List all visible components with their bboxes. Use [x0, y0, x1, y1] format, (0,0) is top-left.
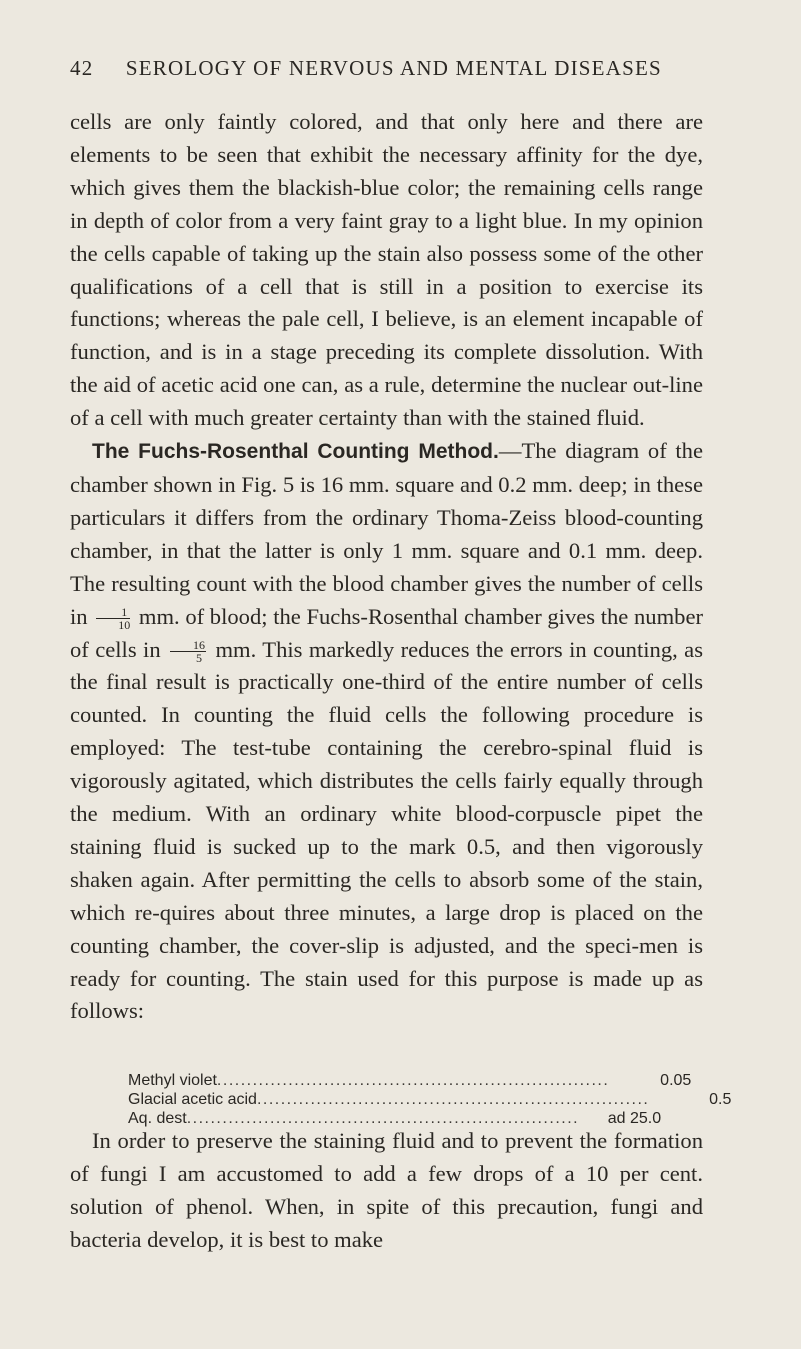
ingredient-name: Aq. dest	[128, 1110, 187, 1127]
fraction-denominator: 10	[118, 617, 131, 632]
fraction-numerator: 1	[96, 606, 130, 619]
paragraph-2-text-c: mm. This markedly reduces the errors in counting, as the final result is practically one-third of the entire number of cells counted. In counting the fluid cells the following procedure is employed: The test-tube containing the cerebro-spinal fluid is vigorously agitated, which distributes the cells fairly equally through the medium. With an ordinary white blood-corpuscle pipet the staining fluid is sucked up to the mark 0.5, and then vigorously shaken again. After permitting the cells to absorb some of the stain, which re-quires about three minutes, a large drop is placed on the counting chamber, the cover-slip is adjusted, and the speci-men is ready for counting. The stain used for this purpose is made up as follows:	[70, 636, 704, 1024]
stain-formula	[128, 1071, 732, 1128]
page-number: 42	[70, 56, 94, 80]
section-title: The Fuchs-Rosenthal Counting Method.	[92, 440, 499, 464]
paragraph-2	[70, 435, 703, 1028]
ingredient-amount: ad 25.0	[607, 1110, 662, 1127]
main-text-continued	[70, 1125, 703, 1257]
paragraph-2-text-a: —The diagram of the chamber shown in Fig. 5 is 16 mm. square and 0.2 mm. deep; in these particulars it differs from the ordinary Thoma-Zeiss blood-counting chamber, in that the latter is only 1 mm. square and 0.1 mm. deep. The resulting count with the blood chamber gives the number of cells in	[70, 438, 703, 629]
formula-row	[128, 1071, 692, 1090]
paragraph-3: In order to preserve the staining fluid and to prevent the formation of fungi I am accustomed to add a few drops of a 10 per cent. solution of phenol. When, in spite of this precaution, fungi and bacteria develop, it is best to make	[70, 1128, 703, 1252]
main-text	[70, 106, 703, 1028]
ingredient-amount: 0.05	[660, 1072, 692, 1089]
fraction-numerator: 16	[170, 639, 206, 652]
paragraph-1: cells are only faintly colored, and that only here and there are elements to be seen that exhibit the necessary affinity for the dye, which gives them the blackish-blue color; the remaining cells range in depth of color from a very faint gray to a light blue. In my opinion the cells capable of taking up the stain also possess some of the other qualifications of a cell that is still in a position to exercise its functions; whereas the pale cell, I believe, is an element incapable of function, and is in a stage preceding its complete dissolution. With the aid of acetic acid one can, as a rule, determine the nuclear out-line of a cell with much greater certainty than with the stained fluid.	[70, 109, 703, 431]
fraction-one-tenth	[96, 606, 130, 631]
leader-dots: ..................................................................	[256, 1091, 650, 1108]
leader-dots: ..................................................................	[186, 1110, 580, 1127]
paragraph-2-text-b: mm. of blood; the Fuchs-Rosenthal chamber gives the number of cells in	[70, 603, 703, 662]
ingredient-name: Methyl violet	[128, 1072, 217, 1089]
leader-dots: ..................................................................	[216, 1072, 610, 1089]
ingredient-name: Glacial acetic acid	[128, 1091, 257, 1108]
fraction-sixteen-fifths	[170, 639, 206, 664]
running-title: SEROLOGY OF NERVOUS AND MENTAL DISEASES	[125, 56, 662, 80]
ingredient-amount: 0.5	[709, 1091, 732, 1108]
fraction-denominator: 5	[196, 650, 203, 665]
formula-row	[128, 1090, 732, 1109]
running-header	[70, 56, 710, 81]
